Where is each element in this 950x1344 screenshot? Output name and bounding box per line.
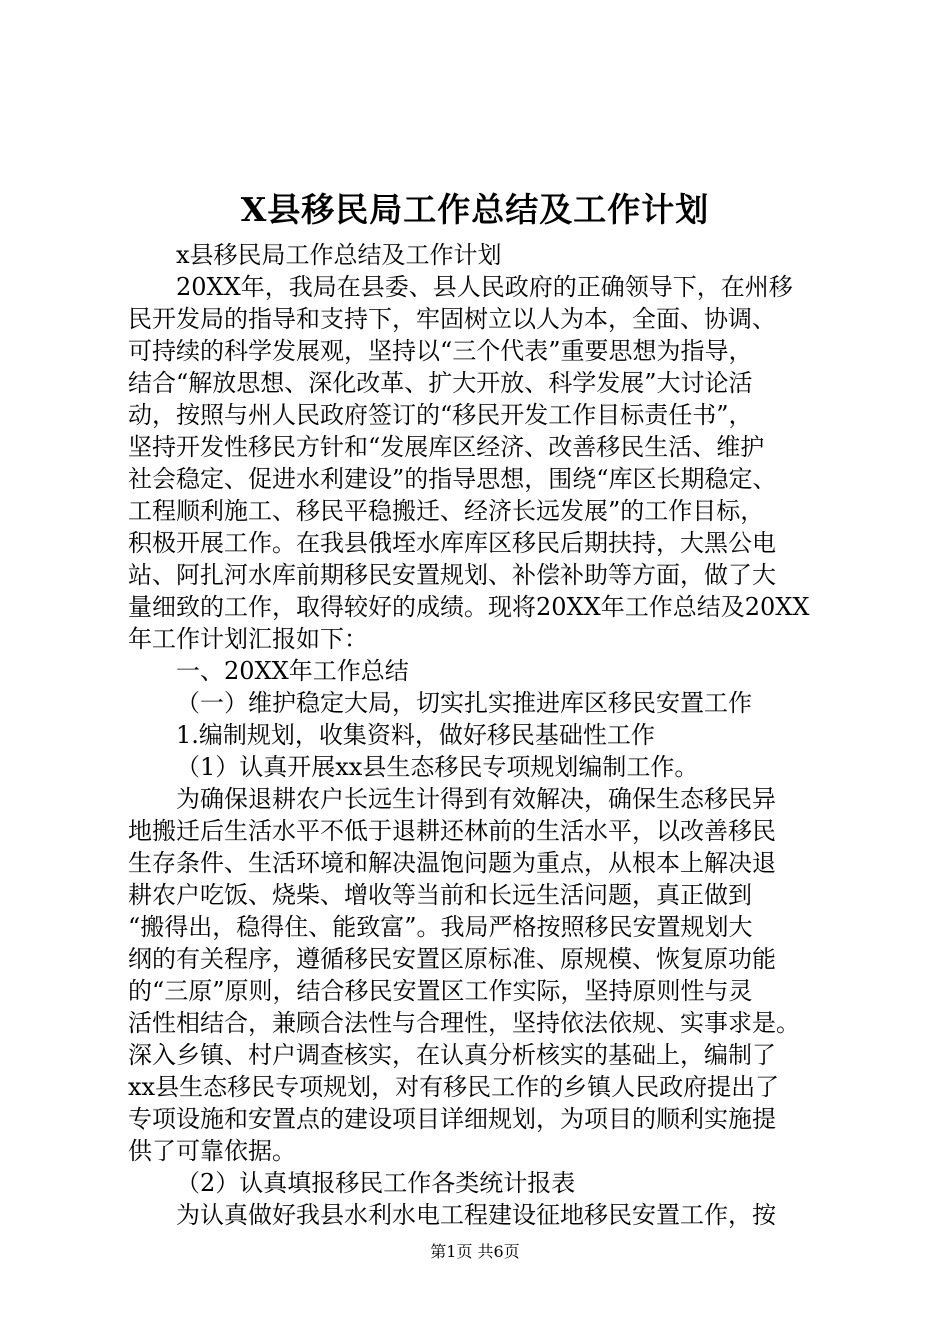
body-line: 年工作计划汇报如下： — [128, 625, 368, 653]
body-line: “搬得出，稳得住、能致富”。我局严格按照移民安置规划大 — [128, 913, 753, 941]
subtitle-line: x县移民局工作总结及工作计划 — [176, 241, 502, 269]
body-line: 坚持开发性移民方针和“发展库区经济、改善移民生活、维护 — [128, 433, 765, 461]
subitem-heading: （2）认真填报移民工作各类统计报表 — [176, 1169, 576, 1197]
body-line: 为确保退耕农户长远生计得到有效解决，确保生态移民异 — [176, 785, 776, 813]
body-line: 量细致的工作，取得较好的成绩。现将20XX年工作总结及20XX — [128, 593, 810, 621]
body-line: 可持续的科学发展观，坚持以“三个代表”重要思想为指导， — [128, 337, 753, 365]
body-line: 供了可靠依据。 — [128, 1137, 296, 1165]
body-line: 民开发局的指导和支持下，牢固树立以人为本，全面、协调、 — [128, 305, 776, 333]
body-line: 耕农户吃饭、烧柴、增收等当前和长远生活问题，真正做到 — [128, 881, 752, 909]
body-line: 地搬迁后生活水平不低于退耕还林前的生活水平，以改善移民 — [128, 817, 776, 845]
body-line: 结合“解放思想、深化改革、扩大开放、科学发展”大讨论活 — [128, 369, 753, 397]
body-line: 动，按照与州人民政府签订的“移民开发工作目标责任书”， — [128, 401, 753, 429]
page-footer: 第1页 共6页 — [430, 1242, 520, 1261]
body-line: 为认真做好我县水利水电工程建设征地移民安置工作，按 — [176, 1201, 776, 1229]
subitem-heading: （1）认真开展xx县生态移民专项规划编制工作。 — [176, 753, 699, 781]
body-line: 的“三原”原则，结合移民安置区工作实际，坚持原则性与灵 — [128, 977, 753, 1005]
body-line: 积极开展工作。在我县俄垤水库库区移民后期扶持，大黑公电 — [128, 529, 776, 557]
body-line: 纲的有关程序，遵循移民安置区原标准、原规模、恢复原功能 — [128, 945, 776, 973]
subsection-heading: （一）维护稳定大局，切实扎实推进库区移民安置工作 — [176, 689, 752, 717]
item-heading: 1.编制规划，收集资料，做好移民基础性工作 — [176, 721, 655, 749]
body-line: xx县生态移民专项规划，对有移民工作的乡镇人民政府提出了 — [128, 1073, 780, 1101]
document-title: X县移民局工作总结及工作计划 — [240, 190, 710, 229]
body-line: 站、阿扎河水库前期移民安置规划、补偿补助等方面，做了大 — [128, 561, 776, 589]
body-line: 生存条件、生活环境和解决温饱问题为重点，从根本上解决退 — [128, 849, 776, 877]
body-line: 专项设施和安置点的建设项目详细规划，为项目的顺利实施提 — [128, 1105, 776, 1133]
body-line: 活性相结合，兼顾合法性与合理性，坚持依法依规、实事求是。 — [128, 1009, 800, 1037]
section-heading: 一、20XX年工作总结 — [176, 657, 409, 685]
body-line: 工程顺利施工、移民平稳搬迁、经济长远发展”的工作目标， — [128, 497, 765, 525]
body-line: 20XX年，我局在县委、县人民政府的正确领导下，在州移 — [176, 273, 793, 301]
body-line: 深入乡镇、村户调查核实，在认真分析核实的基础上，编制了 — [128, 1041, 776, 1069]
body-line: 社会稳定、促进水利建设”的指导思想，围绕“库区长期稳定、 — [128, 465, 777, 493]
